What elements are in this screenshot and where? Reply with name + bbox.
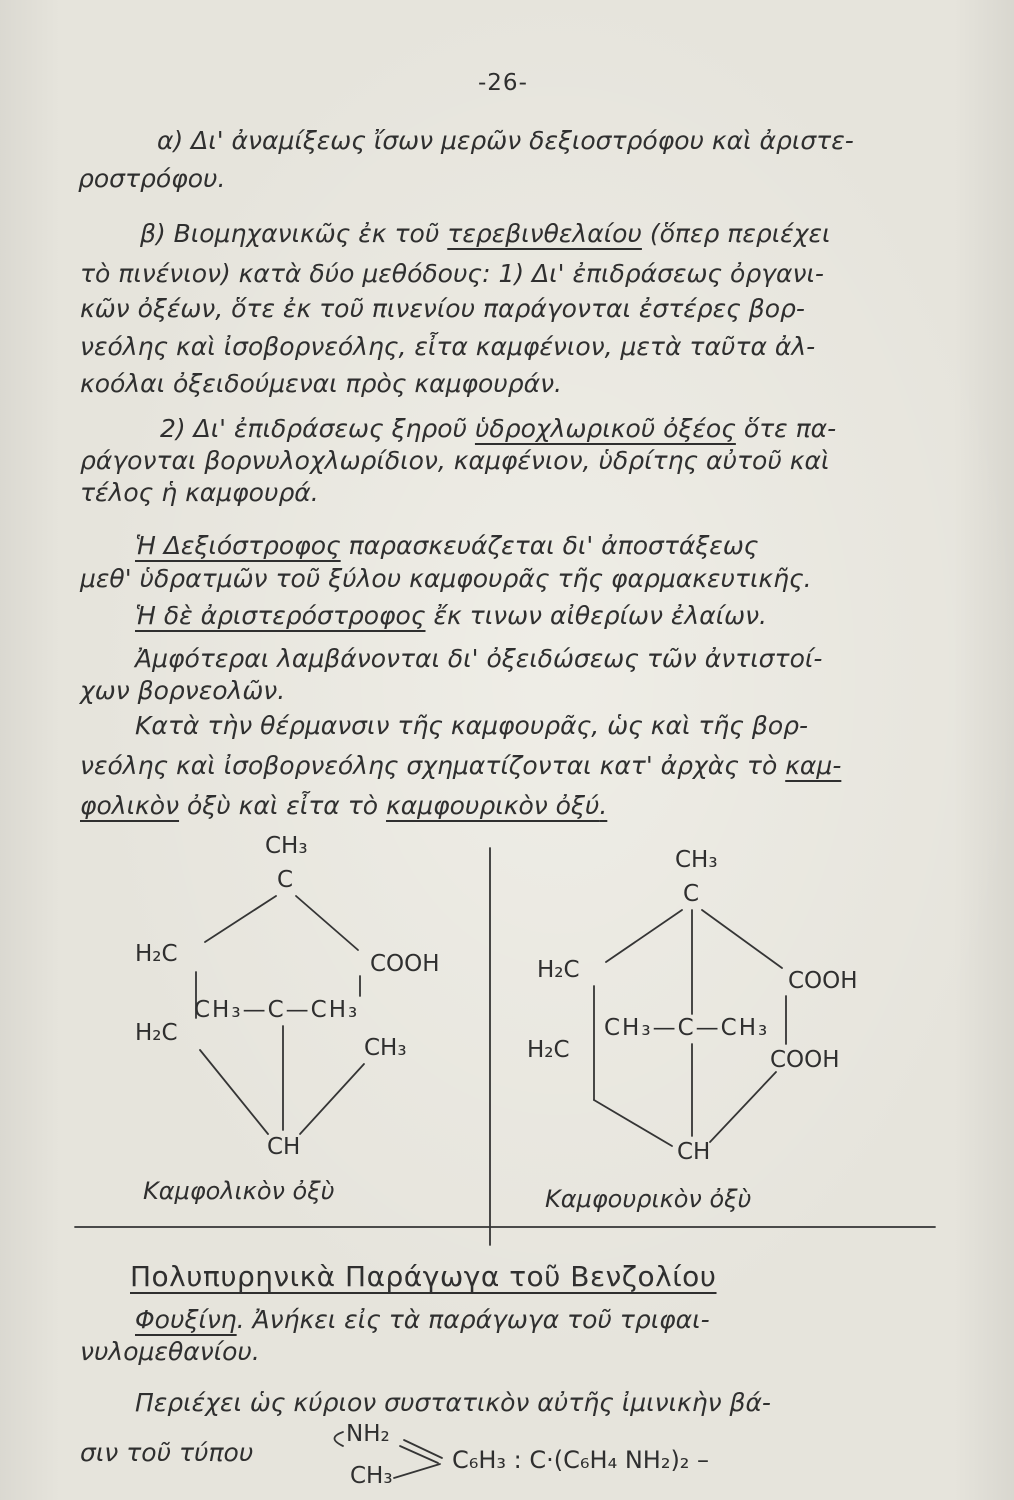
text-segment: α) Δι' ἀναμίξεως ἴσων μερῶν δεξιοστρόφου καὶ ἀριστε- xyxy=(157,126,854,155)
page-number: -26- xyxy=(478,70,528,96)
text-segment: μεθ' ὑδρατμῶν τοῦ ξύλου καμφουρᾶς τῆς φαρμακευτικῆς. xyxy=(80,564,812,593)
formula-main: C₆H₃ : C·(C₆H₄ NH₂)₂ – xyxy=(452,1446,710,1474)
text-segment: ὀξὺ καὶ εἶτα τὸ xyxy=(179,791,387,820)
text-line xyxy=(135,1305,710,1335)
left-caption: Καμφολικὸν ὀξὺ xyxy=(143,1177,335,1205)
right-cooh-upper: COOH xyxy=(788,968,858,994)
left-middle-group: CH₃—C—CH₃ xyxy=(194,997,360,1023)
left-h2c-upper: H₂C xyxy=(135,941,178,967)
formula-nh2: NH₂ xyxy=(346,1421,390,1447)
double-bond xyxy=(400,1446,438,1463)
text-line xyxy=(80,1337,260,1367)
left-h2c-lower: H₂C xyxy=(135,1020,178,1046)
left-apex-carbon: C xyxy=(277,867,294,893)
bond xyxy=(300,1064,364,1134)
right-caption: Καμφουρικὸν ὀξὺ xyxy=(545,1185,752,1213)
left-cooh: COOH xyxy=(370,951,440,977)
bond xyxy=(200,1050,268,1134)
bond xyxy=(335,1432,344,1446)
left-ch3-lower: CH₃ xyxy=(364,1035,407,1061)
underlined-term: ὑδροχλωρικοῦ ὀξέος xyxy=(474,414,736,443)
bond xyxy=(296,896,358,950)
right-h2c-lower: H₂C xyxy=(527,1037,570,1063)
double-bond xyxy=(404,1440,442,1458)
text-line xyxy=(80,1438,253,1468)
underlined-term: καμ- xyxy=(785,751,842,780)
text-segment: 2) Δι' ἐπιδράσεως ξηροῦ xyxy=(160,414,475,443)
text-segment: νυλομεθανίου. xyxy=(80,1337,260,1366)
right-middle-group: CH₃—C—CH₃ xyxy=(604,1015,770,1041)
text-segment: (ὅπερ περιέχει xyxy=(641,219,831,248)
right-cooh-lower: COOH xyxy=(770,1047,840,1073)
bond xyxy=(394,1464,440,1478)
text-segment: τέλος ἡ καμφουρά. xyxy=(80,478,319,507)
left-ch3-top: CH₃ xyxy=(265,833,308,859)
underlined-term: Ἡ Δεξιόστροφος xyxy=(135,531,341,560)
text-segment: ὅτε πα- xyxy=(735,414,837,443)
left-ch: CH xyxy=(267,1134,301,1160)
text-segment: κῶν ὀξέων, ὅτε ἐκ τοῦ πινενίου παράγονται ἐστέρες βορ- xyxy=(80,294,805,323)
bond xyxy=(702,910,782,968)
text-segment: χων βορνεολῶν. xyxy=(80,676,286,705)
text-segment: ροστρόφου. xyxy=(78,164,226,193)
underlined-term: Ἡ δὲ ἀριστερόστροφος xyxy=(135,601,426,630)
text-segment: . Ἀνήκει εἰς τὰ παράγωγα τοῦ τριφαι- xyxy=(236,1305,710,1334)
text-segment: ράγονται βορνυλοχλωρίδιον, καμφένιον, ὑδρίτης αὐτοῦ καὶ xyxy=(80,446,830,475)
right-apex-carbon: C xyxy=(683,881,700,907)
text-segment: β) Βιομηχανικῶς ἐκ τοῦ xyxy=(140,219,448,248)
section-heading: Πολυπυρηνικὰ Παράγωγα τοῦ Βενζολίου xyxy=(130,1260,717,1293)
right-h2c-upper: H₂C xyxy=(537,957,580,983)
text-segment: νεόλης καὶ ἰσοβορνεόλης, εἶτα καμφένιον, μετὰ ταῦτα ἀλ- xyxy=(80,332,816,361)
formula-ch3: CH₃ xyxy=(350,1463,393,1489)
underlined-term: καμφουρικὸν ὀξύ xyxy=(386,791,600,820)
text-segment: Περιέχει ὡς κύριον συστατικὸν αὐτῆς ἰμινικὴν βά- xyxy=(135,1388,771,1417)
text-segment: ἔκ τινων αἰθερίων ἐλαίων. xyxy=(425,601,767,630)
text-segment: κοόλαι ὀξειδούμεναι πρὸς καμφουράν. xyxy=(80,369,563,398)
right-ch: CH xyxy=(677,1139,711,1165)
text-segment: Κατὰ τὴν θέρμανσιν τῆς καμφουρᾶς, ὡς καὶ τῆς βορ- xyxy=(135,711,809,740)
underlined-term: φολικὸν xyxy=(80,791,180,820)
right-ch3-top: CH₃ xyxy=(675,847,718,873)
bond xyxy=(594,1100,672,1146)
text-segment: νεόλης καὶ ἰσοβορνεόλης σχηματίζονται κατ' ἀρχὰς τὸ xyxy=(80,751,786,780)
bond xyxy=(710,1072,776,1142)
bond xyxy=(606,910,682,962)
text-segment: Ἀμφότεραι λαμβάνονται δι' ὀξειδώσεως τῶν ἀντιστοί- xyxy=(135,644,823,673)
text-segment: σιν τοῦ τύπου xyxy=(80,1438,254,1467)
bond xyxy=(205,896,276,942)
text-segment: παρασκευάζεται δι' ἀποστάξεως xyxy=(340,531,759,560)
text-segment: τὸ πινένιον) κατὰ δύο μεθόδους: 1) Δι' ἐπιδράσεως ὀργανι- xyxy=(80,259,824,288)
underlined-term: Φουξίνη xyxy=(135,1305,237,1334)
text-line xyxy=(135,1388,771,1418)
text-segment: . xyxy=(599,791,608,820)
underlined-term: τερεβινθελαίου xyxy=(447,219,642,248)
